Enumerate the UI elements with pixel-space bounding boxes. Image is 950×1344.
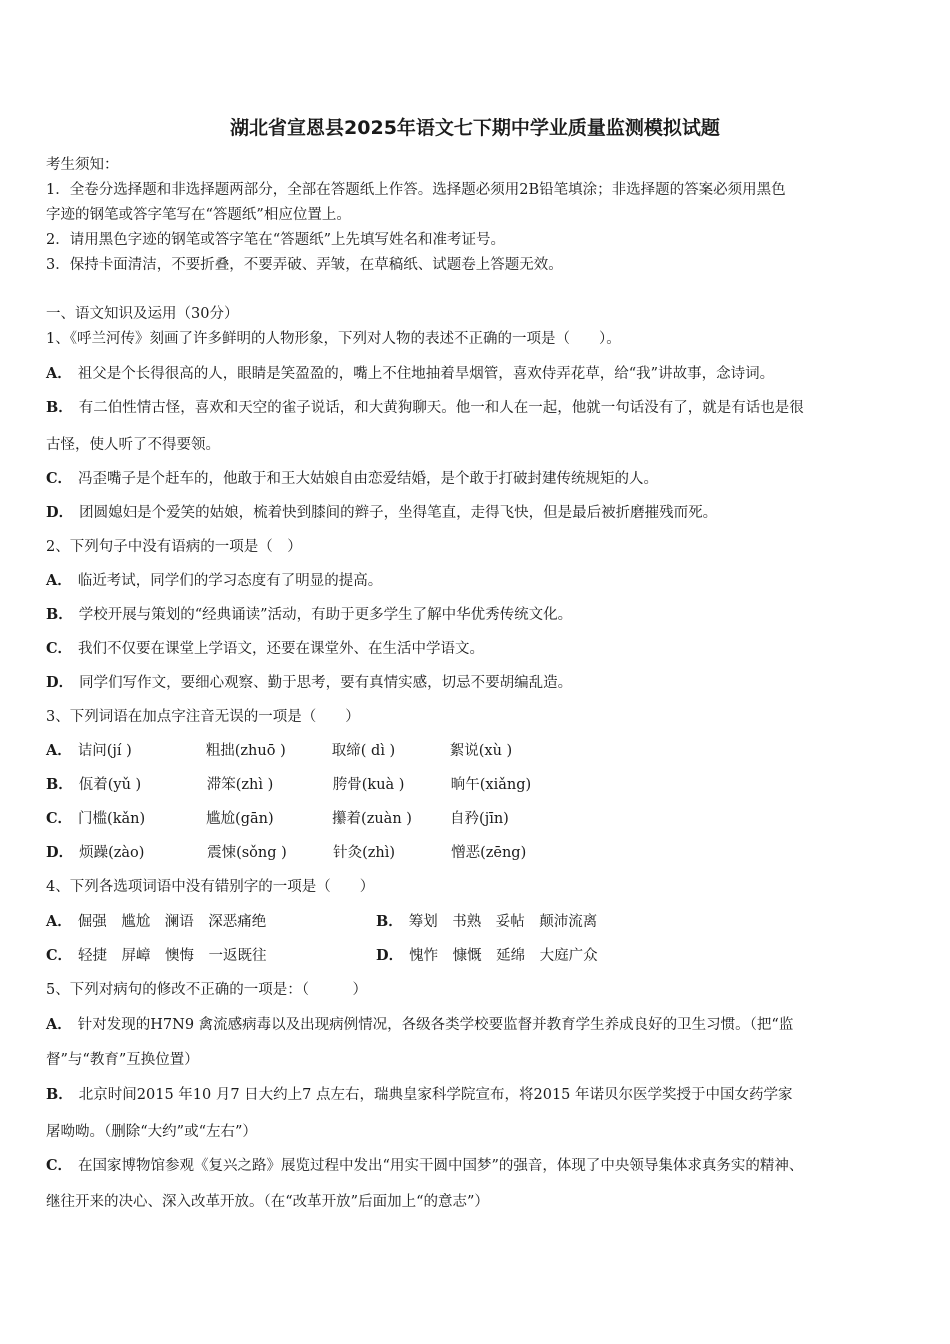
q5-option-b: B． 北京时间2015 年10 月7 日大约上7 点左右，瑞典皇家科学院宣布，将2015 年诺贝尔医学奖授于中国女药学家: [46, 1086, 793, 1103]
notice-item-1-cont: 字迹的钢笔或答字笔写在“答题纸”相应位置上。: [46, 207, 351, 223]
q4-stem: 4、下列各选项词语中没有错别字的一项是（ ）: [46, 879, 375, 895]
q1-option-a: A． 祖父是个长得很高的人，眼睛是笑盈盈的，嘴上不住地抽着旱烟管，喜欢侍弄花草，给“我”讲故事，念诗词。: [46, 365, 775, 382]
q5-option-c: C． 在国家博物馆参观《复兴之路》展览过程中发出“用实干圆中国梦”的强音，体现了中央领导集体求真务实的精神、: [46, 1157, 804, 1174]
q3-option-c: C． 门槛(kǎn) 尴尬(gān) 攥着(zuàn ) 自矜(jīn): [46, 810, 509, 827]
q4-options-ab: [46, 910, 916, 931]
notice-item-1: 1．全卷分选择题和非选择题两部分，全部在答题纸上作答。选择题必须用2B铅笔填涂；非选择题的答案必须用黑色: [46, 182, 786, 198]
q4-option-c: C． 轻捷 屏嶂 懊悔 一返既往: [46, 947, 267, 964]
q3-option-d: D． 烦躁(zào) 震悚(sǒng ) 针灸(zhì) 憎恶(zēng): [46, 844, 527, 861]
q5-option-b-cont: 屠呦呦。（删除“大约”或“左右”）: [46, 1124, 257, 1140]
q2-option-a: A． 临近考试，同学们的学习态度有了明显的提高。: [46, 572, 383, 589]
notice-item-3: 3．保持卡面清洁，不要折叠，不要弄破、弄皱，在草稿纸、试题卷上答题无效。: [46, 257, 563, 273]
q1-stem: 1、《呼兰河传》刻画了许多鲜明的人物形象，下列对人物的表述不正确的一项是（ ）。: [46, 331, 621, 347]
q3-stem: 3、下列词语在加点字注音无误的一项是（ ）: [46, 709, 360, 725]
q2-option-b: B． 学校开展与策划的“经典诵读”活动，有助于更多学生了解中华优秀传统文化。: [46, 606, 573, 623]
q2-stem: 2、下列句子中没有语病的一项是（ ）: [46, 539, 302, 555]
q1-option-b-cont: 古怪，使人听了不得要领。: [46, 437, 220, 453]
q5-stem: 5、下列对病句的修改不正确的一项是：（ ）: [46, 982, 367, 998]
q4-options-cd: [46, 944, 916, 965]
q4-option-a: A． 倔强 尴尬 澜语 深恶痛绝: [46, 913, 267, 930]
q4-option-d: D． 愧怍 慷慨 延绵 大庭广众: [376, 947, 598, 964]
q5-option-c-cont: 继往开来的决心、深入改革开放。（在“改革开放”后面加上“的意志”）: [46, 1194, 489, 1210]
section-heading: 一、语文知识及运用（30分）: [46, 306, 239, 322]
q2-option-c: C． 我们不仅要在课堂上学语文，还要在课堂外、在生活中学语文。: [46, 640, 485, 657]
notice-heading: 考生须知：: [46, 157, 119, 173]
q4-option-b: B． 筹划 书熟 妥帖 颠沛流离: [376, 913, 598, 930]
q1-option-c: C． 冯歪嘴子是个赶车的，他敢于和王大姑娘自由恋爱结婚，是个敢于打破封建传统规矩的人。: [46, 470, 659, 487]
q3-option-b: B． 佤着(yǔ ) 滞笨(zhì ) 胯骨(kuà ) 晌午(xiǎng): [46, 776, 532, 793]
notice-item-2: 2．请用黑色字迹的钢笔或答字笔在“答题纸”上先填写姓名和准考证号。: [46, 232, 506, 248]
q5-option-a: A． 针对发现的H7N9 禽流感病毒以及出现病例情况，各级各类学校要监督并教育学生养成良好的卫生习惯。（把“监: [46, 1016, 794, 1033]
q3-option-a: A． 诘问(jí ) 粗拙(zhuō ) 取缔( dì ) 絮说(xù ): [46, 742, 513, 759]
page-title: 湖北省宣恩县2025年语文七下期中学业质量监测模拟试题: [230, 117, 720, 139]
q1-option-d: D． 团圆媳妇是个爱笑的姑娘，梳着快到膝间的辫子，坐得笔直，走得飞快，但是最后被折磨摧残而死。: [46, 504, 718, 521]
q2-option-d: D． 同学们写作文，要细心观察、勤于思考，要有真情实感，切忌不要胡编乱造。: [46, 674, 573, 691]
q5-option-a-cont: 督”与“教育”互换位置）: [46, 1052, 199, 1068]
q1-option-b: B． 有二伯性情古怪，喜欢和天空的雀子说话，和大黄狗聊天。他一和人在一起，他就一句话没有了，就是有话也是很: [46, 399, 804, 416]
